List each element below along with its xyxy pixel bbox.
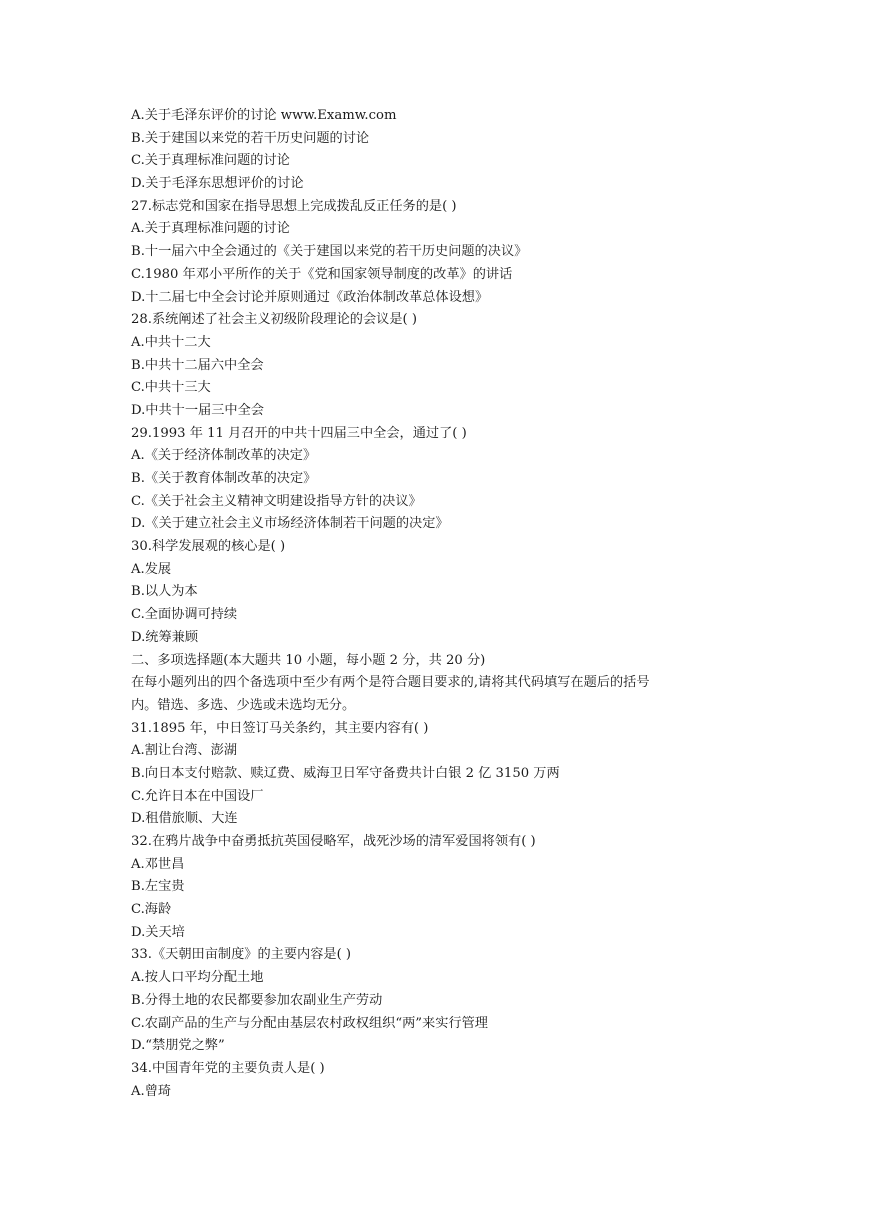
option-line: D.“禁朋党之弊” — [131, 1038, 225, 1054]
option-line: B.以人为本 — [131, 584, 198, 600]
option-line: D.租借旅顺、大连 — [131, 811, 238, 827]
option-line: C.海龄 — [131, 902, 172, 918]
question-29: 29.1993 年 11 月召开的中共十四届三中全会，通过了( ) — [131, 425, 467, 441]
option-line: D.关于毛泽东思想评价的讨论 — [131, 176, 304, 192]
option-line: D.统筹兼顾 — [131, 629, 199, 645]
question-33: 33.《天朝田亩制度》的主要内容是( ) — [131, 947, 352, 963]
option-line: B.《关于教育体制改革的决定》 — [131, 471, 317, 486]
option-line: C.关于真理标准问题的讨论 — [131, 153, 290, 169]
section-heading: 二、多项选择题(本大题共 10 小题，每小题 2 分，共 20 分) — [131, 652, 486, 668]
option-line: B.左宝贵 — [131, 879, 185, 895]
option-line: A.《关于经济体制改革的决定》 — [131, 448, 317, 464]
section-instructions: 内。错选、多选、少选或未选均无分。 — [131, 697, 356, 713]
option-line: C.中共十三大 — [131, 380, 211, 396]
option-line: C.允许日本在中国设厂 — [131, 788, 264, 804]
option-line: B.分得土地的农民都要参加农副业生产劳动 — [131, 992, 383, 1008]
question-32: 32.在鸦片战争中奋勇抵抗英国侵略军，战死沙场的清军爱国将领有( ) — [131, 834, 536, 849]
option-line: A.邓世昌 — [131, 856, 185, 872]
question-31: 31.1895 年，中日签订马关条约，其主要内容有( ) — [131, 720, 429, 736]
option-line: A.发展 — [131, 561, 172, 577]
option-line: A.关于真理标准问题的讨论 — [131, 221, 290, 237]
option-line: B.中共十二届六中全会 — [131, 357, 264, 373]
question-28: 28.系统阐述了社会主义初级阶段理论的会议是( ) — [131, 312, 418, 328]
option-line: C.全面协调可持续 — [131, 607, 238, 623]
question-27: 27.标志党和国家在指导思想上完成拨乱反正任务的是( ) — [131, 198, 457, 214]
option-line: A.按人口平均分配土地 — [131, 970, 264, 986]
option-line: D.十二届七中全会讨论并原则通过《政治体制改革总体设想》 — [131, 289, 489, 305]
option-line: A.割让台湾、澎湖 — [131, 743, 238, 759]
option-line: D.关天培 — [131, 924, 185, 940]
option-line: A.关于毛泽东评价的讨论 www.Examw.com — [131, 108, 397, 123]
option-line: C.1980 年邓小平所作的关于《党和国家领导制度的改革》的讲话 — [131, 266, 513, 282]
option-line: C.农副产品的生产与分配由基层农村政权组织“两”来实行管理 — [131, 1015, 488, 1031]
option-line: D.《关于建立社会主义市场经济体制若干问题的决定》 — [131, 516, 449, 532]
option-line: B.向日本支付赔款、赎辽费、威海卫日军守备费共计白银 2 亿 3150 万两 — [131, 765, 560, 781]
question-30: 30.科学发展观的核心是( ) — [131, 539, 286, 555]
document-page — [131, 105, 771, 1103]
option-line: D.中共十一届三中全会 — [131, 402, 264, 418]
section-instructions: 在每小题列出的四个备选项中至少有两个是符合题目要求的,请将其代码填写在题后的括号 — [131, 675, 650, 691]
option-line: B.关于建国以来党的若干历史问题的讨论 — [131, 130, 370, 146]
option-line: B.十一届六中全会通过的《关于建国以来党的若干历史问题的决议》 — [131, 244, 528, 260]
question-34: 34.中国青年党的主要负责人是( ) — [131, 1060, 325, 1076]
option-line: C.《关于社会主义精神文明建设指导方针的决议》 — [131, 493, 422, 509]
option-line: A.曾琦 — [131, 1083, 172, 1099]
option-line: A.中共十二大 — [131, 334, 211, 350]
